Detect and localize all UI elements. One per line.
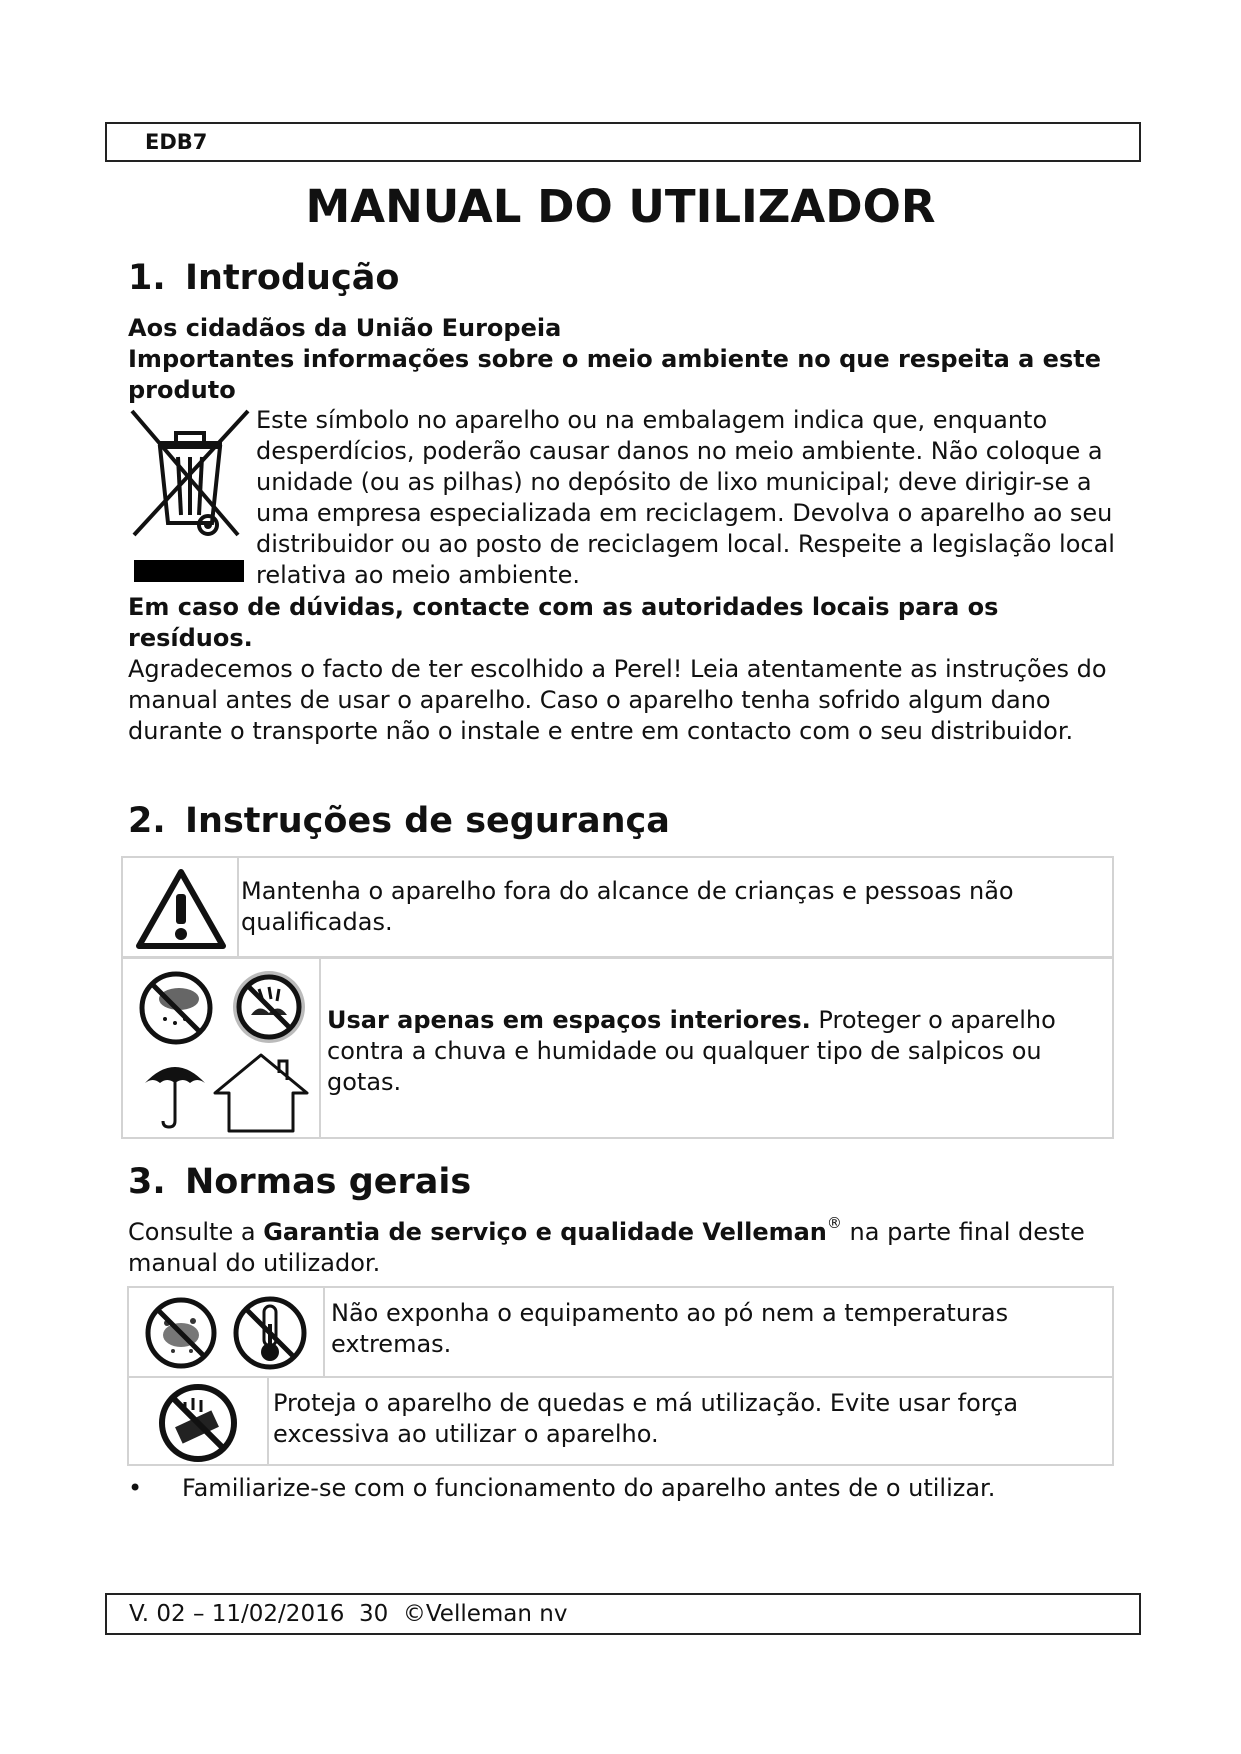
table-row [122,857,1113,957]
footer-box [105,1593,1141,1635]
header-box [105,122,1141,162]
footer-text: V. 02 – 11/02/2016 30 ©Velleman nv [129,1601,568,1627]
no-dust-icon [143,1295,219,1371]
section-number: 1. [128,258,166,298]
general-table [127,1286,1114,1378]
section-title: Instruções de segurança [185,801,670,841]
section-title: Introdução [185,258,400,298]
warning-icon [123,858,237,954]
thanks-text: Agradecemos o facto de ter escolhido a Perel! Leia atentamente as instruções do manual antes de usar o aparelho. Caso o aparelho tenha sofrido algum dano durante o transporte não o instale e entre em contacto com o seu distribuidor. [128,655,1107,745]
weee-text: Este símbolo no aparelho ou na embalagem indica que, enquanto desperdícios, poderão causar danos no meio ambiente. Não coloque a unidade (ou as pilhas) no depósito de lixo municipal; deve dirigir-se a uma empresa especializada em reciclagem. Devolva o aparelho ao seu distribuidor ou ao posto de reciclagem local. Respeite a legislação local relativa ao meio ambiente. [256,406,1115,589]
no-rain-icon [137,969,215,1047]
section-number: 3. [128,1162,166,1202]
section-3-heading [128,1162,471,1202]
table-cell-text [324,1287,1113,1377]
env-heading: Importantes informações sobre o meio ambiente no que respeita a este produto [128,345,1101,404]
no-drop-icon [157,1382,239,1464]
umbrella-icon [143,1057,207,1131]
safety-row2-rest: Proteger o aparelho contra a chuva e humidade ou qualquer tipo de salpicos ou gotas. [327,1006,1056,1096]
consult-pre: Consulte a [128,1218,264,1246]
table-cell-icon [122,958,320,1138]
safety-table [121,856,1114,958]
section-number: 2. [128,801,166,841]
table-row [122,958,1113,1138]
section-2-heading [128,801,670,841]
section-1-heading [128,258,399,298]
model-code: EDB7 [145,130,208,154]
table-cell-text [238,857,1113,957]
general-table-2 [127,1376,1114,1466]
table-row [128,1377,1113,1465]
safety-row1-text: Mantenha o aparelho fora do alcance de crianças e pessoas não qualificadas. [241,877,1014,936]
safety-row2-text [321,959,1112,1098]
weee-icon [128,405,252,590]
no-water-icon [229,967,309,1047]
registered-mark: ® [826,1214,842,1232]
table-cell-icon [122,857,238,957]
bullet-text: Familiarize-se com o funcionamento do aparelho antes de o utilizar. [182,1474,996,1502]
table-cell-icon [128,1287,324,1377]
general-row1-text: Não exponha o equipamento ao pó nem a temperaturas extremas. [331,1299,1009,1358]
doubts-text: Em caso de dúvidas, contacte com as autoridades locais para os resíduos. [128,593,999,652]
safety-row2-bold: Usar apenas em espaços interiores. [327,1006,811,1034]
table-row [128,1287,1113,1377]
consult-post: na parte final deste manual do utilizador. [128,1218,1085,1277]
safety-table-2 [121,957,1114,1139]
eu-heading: Aos cidadãos da União Europeia [128,314,562,342]
table-cell-text [268,1377,1113,1465]
general-row2-text: Proteja o aparelho de quedas e má utilização. Evite usar força excessiva ao utilizar o aparelho. [273,1389,1019,1448]
table-cell-text [320,958,1113,1138]
no-temperature-icon [231,1294,309,1372]
table-cell-icon [128,1377,268,1465]
consult-bold: Garantia de serviço e qualidade Velleman [263,1218,827,1246]
house-icon [211,1051,311,1133]
section-title: Normas gerais [185,1162,472,1202]
page-title: MANUAL DO UTILIZADOR [305,180,936,233]
bullet-icon: • [128,1474,143,1502]
consult-text [128,1214,1088,1279]
